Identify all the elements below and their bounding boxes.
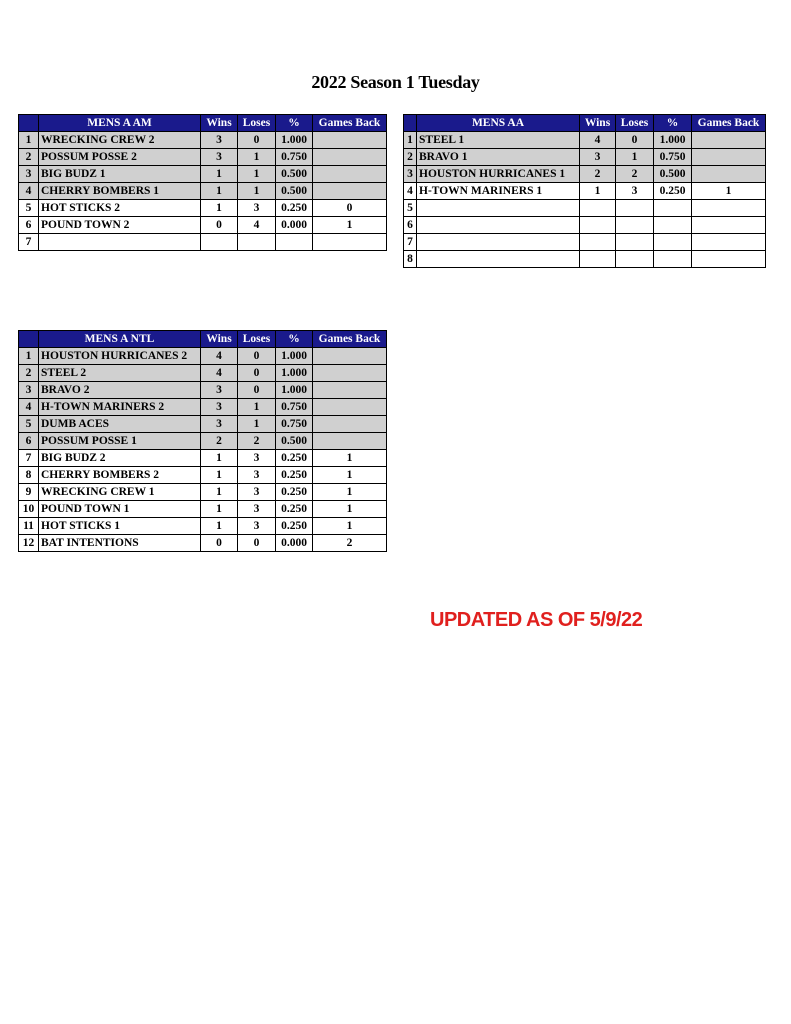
loses-cell xyxy=(238,234,276,251)
team-name-cell: BIG BUDZ 2 xyxy=(39,450,201,467)
team-name-cell: WRECKING CREW 2 xyxy=(39,132,201,149)
header-loses: Loses xyxy=(616,115,654,132)
loses-cell: 1 xyxy=(238,166,276,183)
team-name-cell: WRECKING CREW 1 xyxy=(39,484,201,501)
pct-cell: 1.000 xyxy=(276,132,313,149)
page-title: 2022 Season 1 Tuesday xyxy=(311,72,480,92)
games-back-cell: 1 xyxy=(313,484,387,501)
games-back-cell: 0 xyxy=(313,200,387,217)
wins-cell: 4 xyxy=(201,365,238,382)
table-row xyxy=(19,450,387,467)
table-header-row xyxy=(19,331,387,348)
games-back-cell: 1 xyxy=(313,501,387,518)
wins-cell: 0 xyxy=(201,217,238,234)
pct-cell: 0.000 xyxy=(276,217,313,234)
wins-cell xyxy=(580,251,616,268)
team-name-cell: STEEL 1 xyxy=(417,132,580,149)
rank-cell: 4 xyxy=(19,183,39,200)
rank-cell: 4 xyxy=(404,183,417,200)
rank-cell: 9 xyxy=(19,484,39,501)
wins-cell xyxy=(580,217,616,234)
team-name-cell: BRAVO 2 xyxy=(39,382,201,399)
loses-cell: 1 xyxy=(238,183,276,200)
wins-cell: 1 xyxy=(201,467,238,484)
header-pct: % xyxy=(654,115,692,132)
wins-cell: 1 xyxy=(201,501,238,518)
games-back-cell xyxy=(313,132,387,149)
loses-cell: 0 xyxy=(238,365,276,382)
pct-cell xyxy=(654,217,692,234)
games-back-cell: 1 xyxy=(313,518,387,535)
header-rank xyxy=(19,115,39,132)
rank-cell: 8 xyxy=(404,251,417,268)
table-row xyxy=(19,518,387,535)
table-row xyxy=(19,501,387,518)
team-name-cell: H-TOWN MARINERS 1 xyxy=(417,183,580,200)
rank-cell: 3 xyxy=(19,166,39,183)
team-name-cell: BRAVO 1 xyxy=(417,149,580,166)
loses-cell: 0 xyxy=(238,132,276,149)
table-header-row xyxy=(404,115,766,132)
rank-cell: 7 xyxy=(19,450,39,467)
wins-cell: 3 xyxy=(580,149,616,166)
loses-cell: 3 xyxy=(238,450,276,467)
rank-cell: 6 xyxy=(404,217,417,234)
team-name-cell xyxy=(417,234,580,251)
wins-cell xyxy=(201,234,238,251)
team-name-cell: POUND TOWN 2 xyxy=(39,217,201,234)
pct-cell: 0.750 xyxy=(654,149,692,166)
team-name-cell: POSSUM POSSE 2 xyxy=(39,149,201,166)
games-back-cell xyxy=(692,149,766,166)
games-back-cell: 1 xyxy=(313,217,387,234)
games-back-cell: 1 xyxy=(692,183,766,200)
table-row xyxy=(404,200,766,217)
games-back-cell xyxy=(692,234,766,251)
games-back-cell xyxy=(692,166,766,183)
wins-cell: 1 xyxy=(580,183,616,200)
rank-cell: 5 xyxy=(19,200,39,217)
team-name-cell: BAT INTENTIONS xyxy=(39,535,201,552)
wins-cell xyxy=(580,200,616,217)
games-back-cell xyxy=(692,200,766,217)
pct-cell: 0.250 xyxy=(276,518,313,535)
rank-cell: 2 xyxy=(19,365,39,382)
loses-cell: 0 xyxy=(238,348,276,365)
loses-cell: 1 xyxy=(238,416,276,433)
rank-cell: 7 xyxy=(404,234,417,251)
loses-cell: 0 xyxy=(616,132,654,149)
team-name-cell xyxy=(417,251,580,268)
pct-cell xyxy=(654,251,692,268)
table-row xyxy=(19,399,387,416)
table-row xyxy=(19,535,387,552)
wins-cell xyxy=(580,234,616,251)
team-name-cell: CHERRY BOMBERS 1 xyxy=(39,183,201,200)
pct-cell: 0.750 xyxy=(276,416,313,433)
wins-cell: 3 xyxy=(201,149,238,166)
games-back-cell xyxy=(692,132,766,149)
standings-table-mens-a-am xyxy=(18,114,387,251)
rank-cell: 2 xyxy=(19,149,39,166)
wins-cell: 1 xyxy=(201,484,238,501)
loses-cell: 3 xyxy=(238,467,276,484)
rank-cell: 12 xyxy=(19,535,39,552)
wins-cell: 1 xyxy=(201,200,238,217)
loses-cell: 1 xyxy=(238,399,276,416)
wins-cell: 3 xyxy=(201,399,238,416)
pct-cell: 1.000 xyxy=(276,348,313,365)
table-row xyxy=(404,251,766,268)
wins-cell: 4 xyxy=(201,348,238,365)
rank-cell: 10 xyxy=(19,501,39,518)
loses-cell: 3 xyxy=(616,183,654,200)
table-row xyxy=(404,217,766,234)
pct-cell: 0.500 xyxy=(276,166,313,183)
games-back-cell xyxy=(313,416,387,433)
team-name-cell: STEEL 2 xyxy=(39,365,201,382)
table-row xyxy=(19,382,387,399)
header-wins: Wins xyxy=(201,331,238,348)
games-back-cell: 1 xyxy=(313,467,387,484)
table-row xyxy=(19,234,387,251)
pct-cell: 0.500 xyxy=(276,433,313,450)
rank-cell: 1 xyxy=(404,132,417,149)
rank-cell: 5 xyxy=(19,416,39,433)
table-row xyxy=(19,433,387,450)
team-name-cell: H-TOWN MARINERS 2 xyxy=(39,399,201,416)
rank-cell: 8 xyxy=(19,467,39,484)
pct-cell xyxy=(654,234,692,251)
pct-cell: 1.000 xyxy=(654,132,692,149)
loses-cell: 0 xyxy=(238,382,276,399)
table-row xyxy=(19,365,387,382)
rank-cell: 1 xyxy=(19,348,39,365)
table-row xyxy=(19,484,387,501)
team-name-cell: HOUSTON HURRICANES 2 xyxy=(39,348,201,365)
table-row xyxy=(404,149,766,166)
rank-cell: 1 xyxy=(19,132,39,149)
games-back-cell xyxy=(692,251,766,268)
loses-cell: 1 xyxy=(238,149,276,166)
pct-cell: 0.250 xyxy=(276,200,313,217)
loses-cell xyxy=(616,234,654,251)
table-row xyxy=(19,467,387,484)
wins-cell: 1 xyxy=(201,450,238,467)
header-pct: % xyxy=(276,331,313,348)
loses-cell xyxy=(616,251,654,268)
table-row xyxy=(19,416,387,433)
rank-cell: 5 xyxy=(404,200,417,217)
games-back-cell xyxy=(692,217,766,234)
games-back-cell xyxy=(313,348,387,365)
loses-cell: 3 xyxy=(238,501,276,518)
team-name-cell: POSSUM POSSE 1 xyxy=(39,433,201,450)
header-rank xyxy=(19,331,39,348)
team-name-cell xyxy=(417,217,580,234)
team-name-cell xyxy=(39,234,201,251)
wins-cell: 1 xyxy=(201,518,238,535)
header-pct: % xyxy=(276,115,313,132)
wins-cell: 3 xyxy=(201,382,238,399)
games-back-cell xyxy=(313,183,387,200)
header-games-back: Games Back xyxy=(313,115,387,132)
rank-cell: 3 xyxy=(404,166,417,183)
table-row xyxy=(19,183,387,200)
header-games-back: Games Back xyxy=(692,115,766,132)
games-back-cell: 1 xyxy=(313,450,387,467)
wins-cell: 2 xyxy=(201,433,238,450)
team-name-cell: POUND TOWN 1 xyxy=(39,501,201,518)
loses-cell: 0 xyxy=(238,535,276,552)
pct-cell: 0.250 xyxy=(276,467,313,484)
pct-cell: 0.250 xyxy=(276,484,313,501)
pct-cell: 0.000 xyxy=(276,535,313,552)
pct-cell xyxy=(654,200,692,217)
loses-cell: 1 xyxy=(616,149,654,166)
loses-cell: 3 xyxy=(238,484,276,501)
standings-table-mens-a-ntl xyxy=(18,330,387,552)
team-name-cell: BIG BUDZ 1 xyxy=(39,166,201,183)
wins-cell: 1 xyxy=(201,183,238,200)
loses-cell: 3 xyxy=(238,200,276,217)
table-row xyxy=(19,200,387,217)
team-name-cell xyxy=(417,200,580,217)
header-games-back: Games Back xyxy=(313,331,387,348)
pct-cell: 0.750 xyxy=(276,149,313,166)
games-back-cell xyxy=(313,433,387,450)
loses-cell: 2 xyxy=(616,166,654,183)
header-rank xyxy=(404,115,417,132)
pct-cell: 0.250 xyxy=(654,183,692,200)
table-row xyxy=(19,217,387,234)
rank-cell: 6 xyxy=(19,433,39,450)
pct-cell: 1.000 xyxy=(276,382,313,399)
updated-notice: UPDATED AS OF 5/9/22 xyxy=(430,609,643,631)
header-loses: Loses xyxy=(238,331,276,348)
games-back-cell xyxy=(313,399,387,416)
wins-cell: 2 xyxy=(580,166,616,183)
wins-cell: 4 xyxy=(580,132,616,149)
table-row xyxy=(19,348,387,365)
loses-cell xyxy=(616,200,654,217)
header-wins: Wins xyxy=(201,115,238,132)
team-name-cell: CHERRY BOMBERS 2 xyxy=(39,467,201,484)
rank-cell: 11 xyxy=(19,518,39,535)
pct-cell: 0.250 xyxy=(276,501,313,518)
wins-cell: 3 xyxy=(201,416,238,433)
division-name: MENS A AM xyxy=(39,115,201,132)
rank-cell: 2 xyxy=(404,149,417,166)
table-row xyxy=(19,149,387,166)
header-wins: Wins xyxy=(580,115,616,132)
pct-cell xyxy=(276,234,313,251)
games-back-cell xyxy=(313,234,387,251)
wins-cell: 1 xyxy=(201,166,238,183)
table-row xyxy=(404,234,766,251)
table-row xyxy=(404,166,766,183)
division-name: MENS A NTL xyxy=(39,331,201,348)
table-row xyxy=(19,132,387,149)
rank-cell: 4 xyxy=(19,399,39,416)
team-name-cell: HOUSTON HURRICANES 1 xyxy=(417,166,580,183)
games-back-cell xyxy=(313,166,387,183)
games-back-cell xyxy=(313,382,387,399)
standings-table-mens-aa xyxy=(403,114,766,268)
table-header-row xyxy=(19,115,387,132)
pct-cell: 0.500 xyxy=(654,166,692,183)
pct-cell: 0.250 xyxy=(276,450,313,467)
loses-cell: 3 xyxy=(238,518,276,535)
team-name-cell: DUMB ACES xyxy=(39,416,201,433)
games-back-cell: 2 xyxy=(313,535,387,552)
table-row xyxy=(19,166,387,183)
loses-cell: 2 xyxy=(238,433,276,450)
rank-cell: 7 xyxy=(19,234,39,251)
pct-cell: 0.750 xyxy=(276,399,313,416)
wins-cell: 0 xyxy=(201,535,238,552)
games-back-cell xyxy=(313,365,387,382)
games-back-cell xyxy=(313,149,387,166)
pct-cell: 0.500 xyxy=(276,183,313,200)
table-row xyxy=(404,183,766,200)
wins-cell: 3 xyxy=(201,132,238,149)
loses-cell xyxy=(616,217,654,234)
table-row xyxy=(404,132,766,149)
header-loses: Loses xyxy=(238,115,276,132)
rank-cell: 6 xyxy=(19,217,39,234)
pct-cell: 1.000 xyxy=(276,365,313,382)
team-name-cell: HOT STICKS 1 xyxy=(39,518,201,535)
team-name-cell: HOT STICKS 2 xyxy=(39,200,201,217)
division-name: MENS AA xyxy=(417,115,580,132)
loses-cell: 4 xyxy=(238,217,276,234)
rank-cell: 3 xyxy=(19,382,39,399)
